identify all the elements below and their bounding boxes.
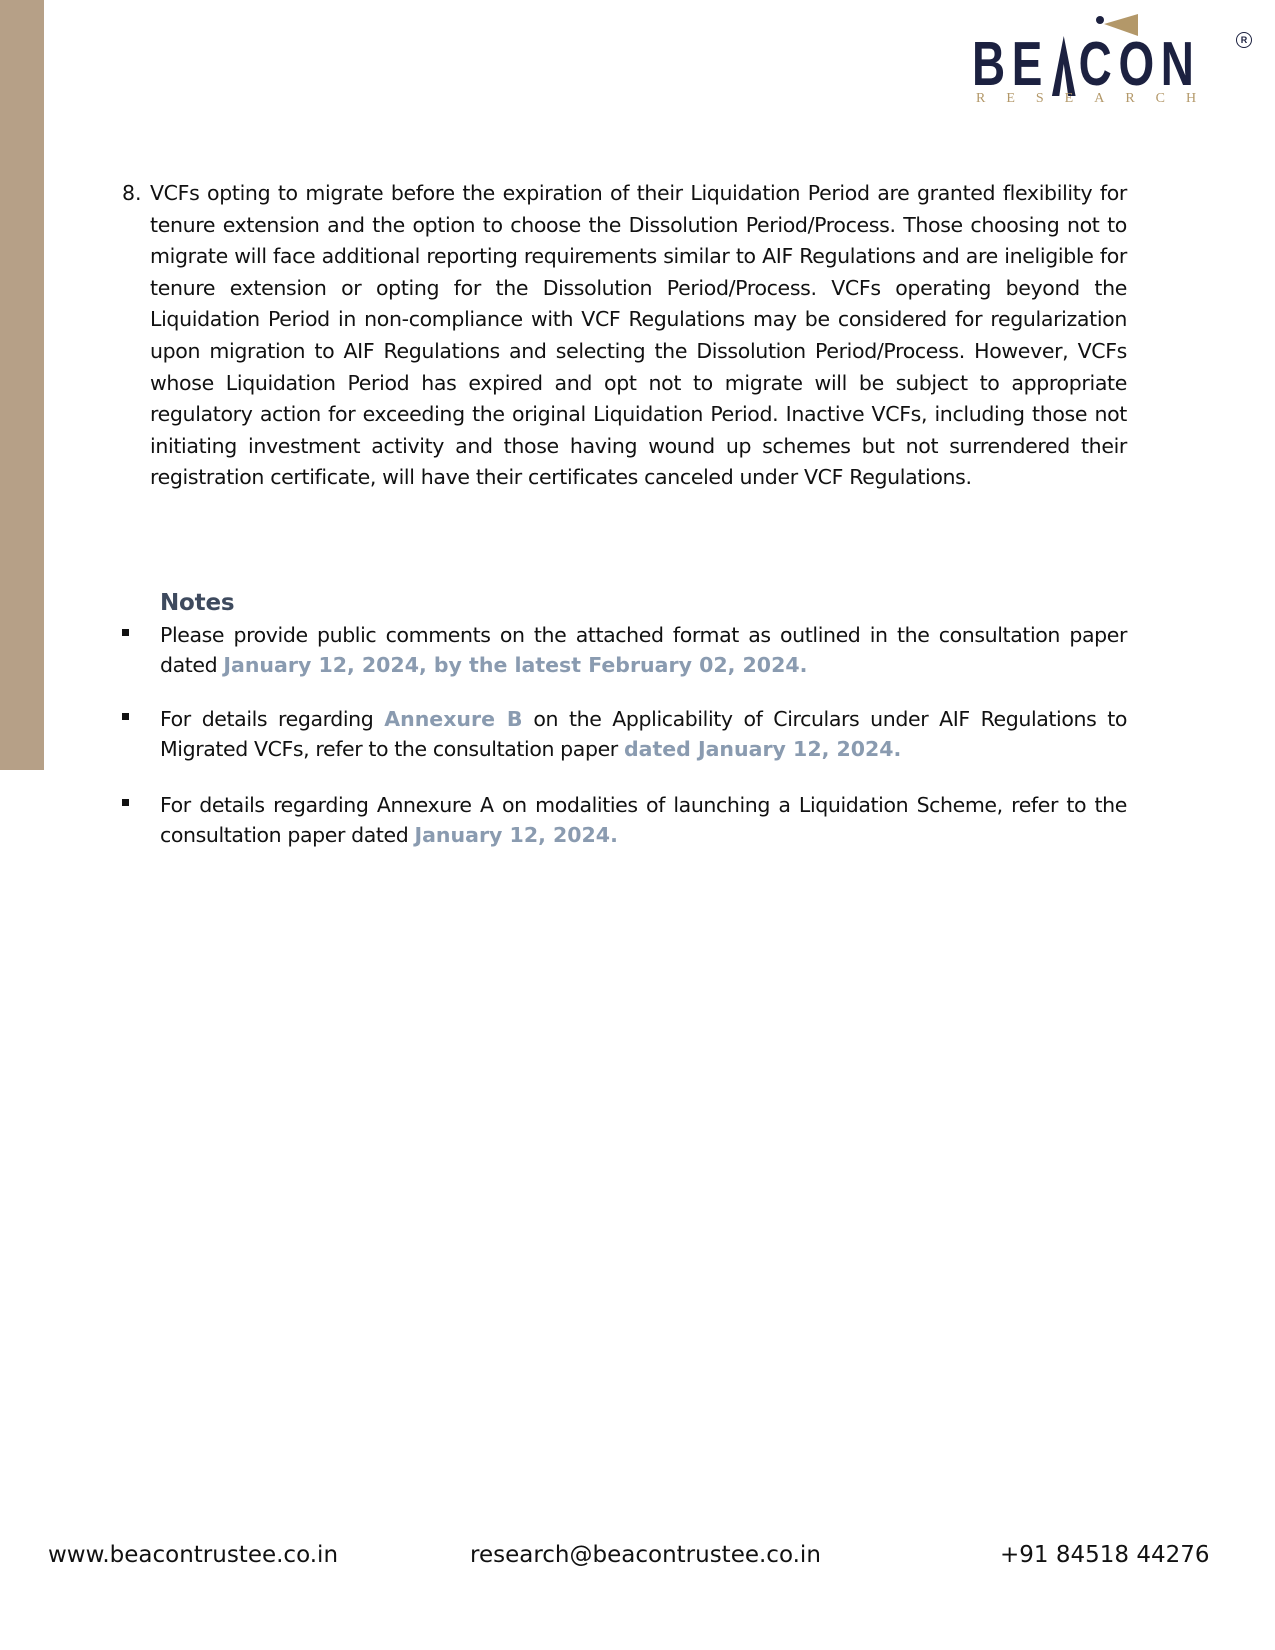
note-date-highlight: January 12, 2024. — [414, 823, 618, 847]
logo-lighthouse-a — [1049, 34, 1079, 96]
note-text: Please provide public comments on the attached format as outlined in the consultation paper dated — [160, 623, 1127, 677]
logo-tagline: RESEARCH — [976, 91, 1218, 106]
note-item — [122, 790, 1127, 850]
square-bullet-icon — [122, 629, 129, 636]
item-number: 8. — [122, 181, 142, 205]
notes-heading: Notes — [160, 590, 235, 616]
footer-email-link[interactable]: research@beacontrustee.co.in — [470, 1542, 821, 1568]
item-8-text: VCFs opting to migrate before the expiration of their Liquidation Period are granted flexibility for tenure extension and the option to choose the Dissolution Period/Process. Those choosing not to migrate will face additional reporting requirements similar to AIF Regulations and are ineligible for tenure extension or opting for the Dissolution Period/Process. VCFs operating beyond the Liquidation Period in non-compliance with VCF Regulations may be considered for regularization upon migration to AIF Regulations and selecting the Dissolution Period/Process. However, VCFs whose Liquidation Period has expired and opt not to migrate will be subject to appropriate regulatory action for exceeding the original Liquidation Period. Inactive VCFs, including those not initiating investment activity and those having wound up schemes but not surrendered their registration certificate, will have their certificates canceled under VCF Regulations. — [150, 181, 1127, 490]
note-text: For details regarding Annexure A on modalities of launching a Liquidation Scheme, refer to the consultation paper dated — [160, 793, 1127, 847]
note-text: For details regarding — [160, 707, 385, 731]
beacon-research-logo — [972, 14, 1252, 110]
note-item — [122, 620, 1127, 680]
side-accent-bar — [0, 0, 44, 770]
note-date-highlight: January 12, 2024, by the latest February 02, 2024. — [223, 653, 808, 677]
footer-website-link[interactable]: www.beacontrustee.co.in — [48, 1542, 339, 1568]
annexure-b-highlight: Annexure B — [384, 707, 523, 731]
logo-name-tail: CON — [1078, 30, 1201, 99]
logo-name-head: BE — [972, 30, 1050, 99]
footer-phone: +91 84518 44276 — [1000, 1542, 1210, 1568]
note-text-continued: on the Applicability of Circulars under AIF Regulations to Migrated VCFs, refer to the consultation paper — [160, 707, 1127, 761]
note-item — [122, 704, 1127, 764]
square-bullet-icon — [122, 713, 129, 720]
square-bullet-icon — [122, 799, 129, 806]
registered-mark: R — [1236, 32, 1252, 48]
numbered-item-8 — [122, 178, 1127, 494]
note-date-highlight: dated January 12, 2024. — [623, 737, 902, 761]
